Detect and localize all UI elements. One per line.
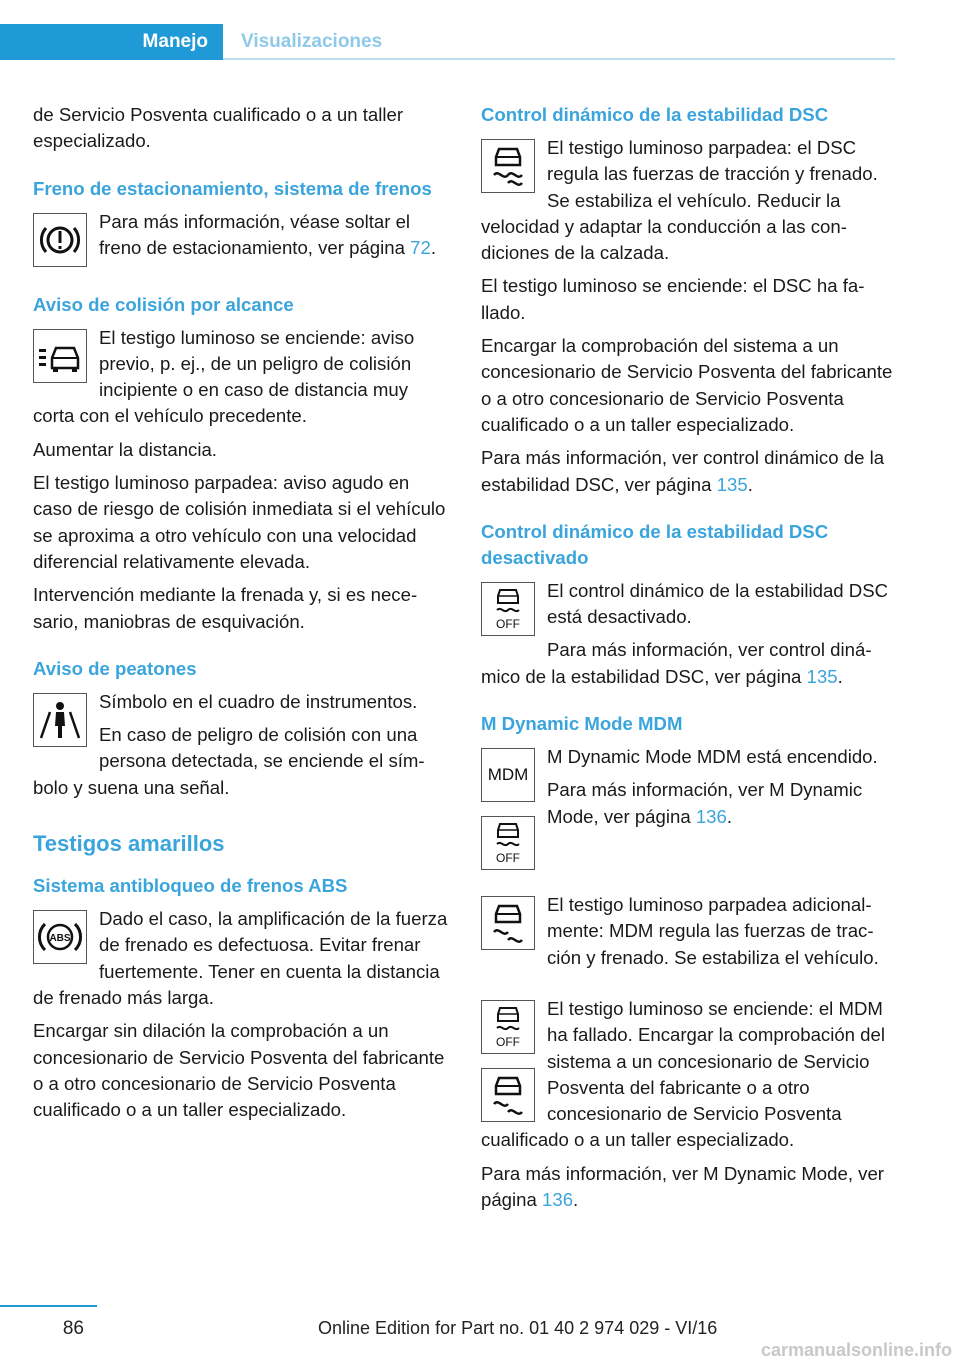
- dsc-p3: Encargar la comprobación del sistema a un concesionario de Servicio Posventa del fabricante o a otro concesionario de Servicio Posventa cualificado o a un taller especializado.: [481, 335, 893, 435]
- mdm-icon: MDM: [481, 748, 535, 802]
- collision-warning-p3: El testigo luminoso parpadea: aviso agudo en caso de riesgo de colisión inmediata si el vehículo se aproxima a otro vehículo con una velocidad diferencial relativamente elevada.: [33, 472, 446, 572]
- dsc-off-icon-2: [481, 816, 535, 870]
- collision-warning-p1: El testigo luminoso se enciende: aviso previo, p. ej., de un peligro de colisión incipiente o en caso de distancia muy corta con el vehículo precedente.: [33, 326, 415, 427]
- dsc-off-p1: El control dinámico de la estabilidad DSC está desactivado.: [547, 579, 889, 628]
- mdm-icon-stack: [481, 744, 547, 874]
- heading-dsc: Control dinámico de la estabilidad DSC: [481, 104, 829, 125]
- heading-pedestrian-warning: Aviso de peatones: [33, 657, 197, 679]
- heading-mdm: M Dynamic Mode MDM: [481, 713, 683, 735]
- left-column: [33, 102, 448, 1130]
- edition-footer: Online Edition for Part no. 01 40 2 974 029 - VI/16: [318, 1318, 718, 1338]
- mdm-p2: Para más información, ver M Dynamic Mode, ver página 136.: [547, 779, 863, 827]
- page-number: 86: [62, 1318, 84, 1339]
- mdm-p4: El testigo luminoso se enciende: el MDM ha fallado. Encargar la comprobación del sistema a un concesionario de Servicio Posventa del fabricante o a otro concesionario de Servicio Posventa cualificado o a un taller especializado.: [481, 997, 885, 1151]
- dsc-p2: El testigo luminoso se enciende: el DSC ha fallado.: [481, 275, 865, 323]
- dsc-off-icon-3: [481, 1000, 535, 1054]
- page-number-divider: [0, 1305, 97, 1307]
- mdm-p1: M Dynamic Mode MDM está encendido.: [547, 746, 878, 768]
- dsc-p4: Para más información, ver control dinámico de la estabilidad DSC, ver página 135.: [481, 447, 885, 495]
- dsc-p1: El testigo luminoso parpadea: el DSC regula las fuerzas de tracción y frenado. Se estabiliza el vehículo. Reducir la velocidad y adaptar la conducción a las condiciones de la calzada.: [481, 137, 878, 264]
- tab-visualizaciones[interactable]: Visualizaciones: [241, 31, 383, 52]
- pedestrian-p2: En caso de peligro de colisión con una persona detectada, se enciende el símbolo y suena una señal.: [33, 724, 425, 798]
- heading-abs: Sistema antibloqueo de frenos ABS: [33, 875, 348, 897]
- collision-warning-icon: [33, 329, 87, 383]
- heading-yellow-indicators: Testigos amarillos: [33, 831, 225, 857]
- right-column: [481, 102, 899, 1220]
- page-link-136b[interactable]: 136: [542, 1189, 574, 1211]
- svg-text:OFF: OFF: [496, 851, 520, 866]
- dsc-off-icon: [481, 582, 535, 636]
- parking-brake-text: Para más información, véase soltar el freno de estacionamiento, ver página 72.: [99, 210, 436, 258]
- abs-icon: [33, 910, 87, 964]
- intro-text: de Servicio Posventa cualificado o a un taller especializado.: [33, 104, 404, 152]
- mdm-fail-icon-stack: [481, 996, 547, 1126]
- svg-text:OFF: OFF: [496, 1034, 520, 1049]
- abs-p2: Encargar sin dilación la comprobación a un concesionario de Servicio Posventa del fabricante o a otro concesionario de Servicio Posventa cualificado o a un taller especializado.: [33, 1020, 445, 1121]
- tab-manejo[interactable]: Manejo: [0, 24, 223, 60]
- heading-dsc-off: Control dinámico de la estabilidad DSC desactivado: [481, 520, 829, 568]
- heading-parking-brake: Freno de estacionamiento, sistema de frenos: [33, 177, 432, 199]
- page-link-72[interactable]: 72: [410, 236, 431, 258]
- collision-warning-p4: Intervención mediante la frenada y, si es necesario, maniobras de esquivación.: [33, 584, 418, 632]
- dsc-icon-3: [481, 1068, 535, 1122]
- watermark: carmanualsonline.info: [760, 1340, 952, 1360]
- dsc-icon: [481, 139, 535, 193]
- mdm-p5: Para más información, ver M Dynamic Mode, ver página 136.: [481, 1162, 884, 1211]
- page-link-136[interactable]: 136: [695, 805, 727, 827]
- header-bar: [0, 24, 895, 62]
- off-label: OFF: [496, 616, 520, 631]
- brake-warning-icon: [33, 213, 87, 267]
- collision-warning-p2: Aumentar la distancia.: [33, 438, 217, 460]
- page-link-135[interactable]: 135: [716, 473, 748, 495]
- svg-text:ABS: ABS: [49, 933, 71, 945]
- mdm-p3: El testigo luminoso parpadea adicionalmente: MDM regula las fuerzas de tracción y frenado. Se estabiliza el vehículo.: [547, 894, 879, 968]
- page-link-135b[interactable]: 135: [806, 665, 838, 687]
- pedestrian-p1: Símbolo en el cuadro de instrumentos.: [99, 690, 418, 712]
- dsc-off-p2: Para más información, ver control dinámico de la estabilidad DSC, ver página 135.: [481, 639, 872, 687]
- heading-collision-warning: Aviso de colisión por alcance: [33, 293, 294, 315]
- abs-p1: Dado el caso, la amplificación de la fuerza de frenado es defectuosa. Evitar frenar fuertemente. Tener en cuenta la distancia de frenado más larga.: [33, 908, 448, 1008]
- header-divider: [223, 58, 895, 60]
- pedestrian-warning-icon: [33, 693, 87, 747]
- dsc-icon-2: [481, 896, 535, 950]
